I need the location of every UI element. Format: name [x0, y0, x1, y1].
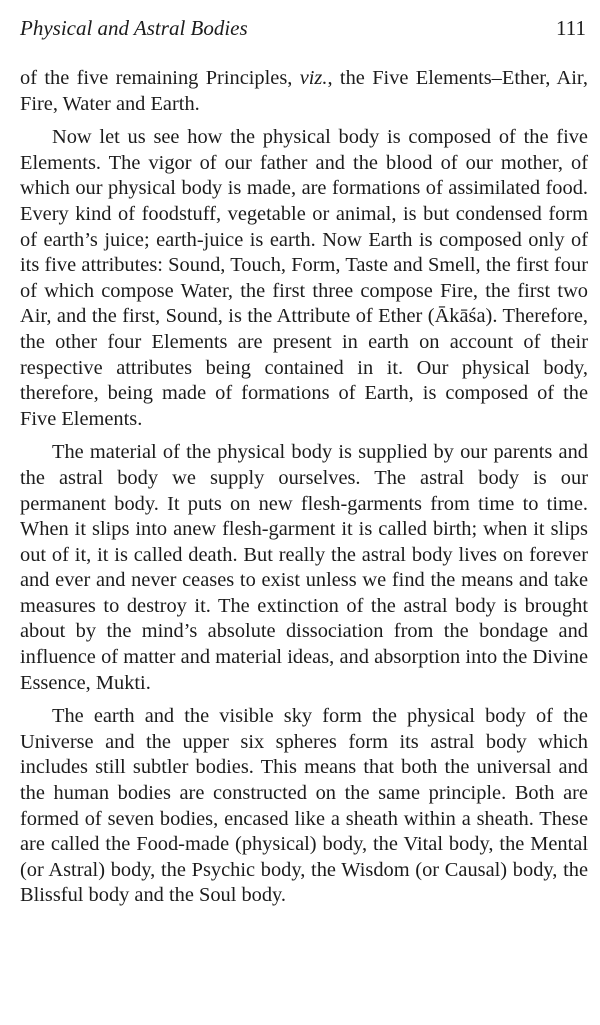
page-number: 111 — [556, 16, 586, 40]
book-page — [20, 0, 588, 1025]
running-title: Physical and Astral Bodies — [20, 16, 248, 40]
paragraph-1-text-start: of the five remaining Principles, — [20, 67, 300, 89]
paragraph-4: The earth and the visible sky form the physical body of the Universe and the upper six spheres form its astral body which includes still subtler bodies. This means that both the universal and the human bodies are constructed on the same principle. Both are formed of seven bodies, encased like a sheath within a sheath. These are called the Food-made (physical) body, the Vital body, the Mental (or Astral) body, the Psychic body, the Wisdom (or Causal) body, the Blissful body and the Soul body. — [20, 705, 588, 907]
paragraph-1-text-end: , the Five Elements–Ether, Air, Fire, Water and Earth. — [20, 67, 589, 115]
paragraph-1 — [20, 66, 588, 117]
page-body — [20, 66, 588, 917]
paragraph-3: The material of the physical body is supplied by our parents and the astral body we supply ourselves. The astral body is our permanent body. It puts on new flesh-garments from time to time. When it slips into anew flesh-garment it is called birth; when it slips out of it, it is called death. But really the astral body lives on forever and ever and never ceases to exist unless we find the means and take measures to destroy it. The extinction of the astral body is brought about by the mind’s absolute dissociation from the bondage and influence of matter and material ideas, and absorption into the Divine Essence, Mukti. — [20, 441, 588, 694]
paragraph-1-viz-emphasis: viz. — [299, 67, 328, 89]
page-header — [20, 12, 588, 44]
paragraph-2: Now let us see how the physical body is composed of the five Elements. The vigor of our father and the blood of our mother, of which our physical body is made, are formations of assimilated food. Every kind of foodstuff, vegetable or animal, is but condensed form of earth’s juice; earth-juice is earth. Now Earth is composed only of its five attributes: Sound, Touch, Form, Taste and Smell, the first four of which compose Water, the first three compose Fire, the first two Air, and the first, Sound, is the Attribute of Ether (Ākāśa). Therefore, the other four Elements are present in earth on account of their respective attributes being contained in it. Our physical body, therefore, being made of formations of Earth, is composed of the Five Elements. — [20, 126, 588, 430]
